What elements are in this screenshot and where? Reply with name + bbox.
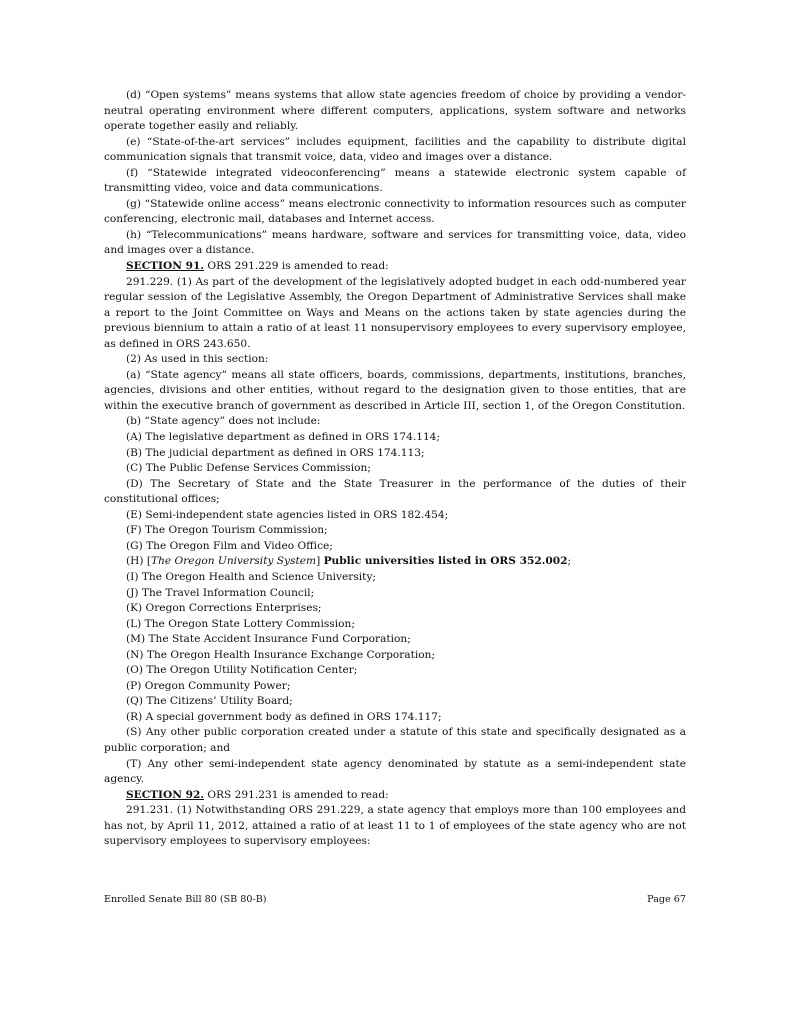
section-92-heading: SECTION 92.	[126, 788, 205, 801]
section-92-paragraph	[104, 788, 686, 804]
list-item-l: (L) The Oregon State Lottery Commission;	[126, 617, 355, 630]
section-91-text: ORS 291.229 is amended to read:	[204, 260, 389, 273]
list-item-t: (T) Any other semi-independent state agency denominated by statute as a semi-independent state agency.	[104, 757, 686, 786]
list-item-o: (O) The Oregon Utility Notification Center;	[126, 664, 358, 677]
list-item-s: (S) Any other public corporation created under a statute of this state and specifically designated as a public corporation; and	[104, 726, 686, 754]
list-item-i: (I) The Oregon Health and Science University;	[126, 570, 376, 583]
list-item-q: (Q) The Citizens’ Utility Board;	[126, 695, 293, 708]
list-item-h-suffix: ;	[567, 555, 572, 568]
ors-291-229-subsection-1: 291.229. (1) As part of the development of the legislatively adopted budget in each odd-numbered year regular session of the Legislative Assembly, the Oregon Department of Administrative Services shall make a report to the Joint Committee on Ways and Means on the actions taken by state agencies during the previous biennium to attain a ratio of at least 11 nonsupervisory employees to every supervisory employee, as defined in ORS 243.650.	[104, 275, 686, 350]
list-item-p: (P) Oregon Community Power;	[126, 679, 291, 692]
subsection-2b: (b) “State agency” does not include:	[126, 415, 321, 428]
list-item-a: (A) The legislative department as defined in ORS 174.114;	[126, 431, 440, 444]
definition-e: (e) “State-of-the-art services” includes equipment, facilities and the capability to distribute digital communication signals that transmit voice, data, video and images over a distance.	[104, 135, 686, 164]
list-item-b: (B) The judicial department as defined in ORS 174.113;	[126, 446, 425, 459]
list-item-c: (C) The Public Defense Services Commission;	[126, 462, 371, 475]
subsection-2a: (a) “State agency” means all state officers, boards, commissions, departments, institutions, branches, agencies, divisions and other entities, without regard to the designation given to those entities, that are within the executive branch of government as described in Article III, section 1, of the Oregon Constitution.	[104, 368, 686, 412]
list-item-m: (M) The State Accident Insurance Fund Corporation;	[126, 633, 411, 646]
definition-g: (g) “Statewide online access” means electronic connectivity to information resources such as computer conferencing, electronic mail, databases and Internet access.	[104, 197, 686, 226]
list-item-d: (D) The Secretary of State and the State Treasurer in the performance of the duties of their constitutional offices;	[104, 477, 686, 506]
page-footer	[104, 893, 686, 907]
list-item-j: (J) The Travel Information Council;	[126, 586, 315, 599]
definition-f: (f) “Statewide integrated videoconferencing” means a statewide electronic system capable of transmitting video, voice and data communications.	[104, 166, 686, 195]
subsection-2: (2) As used in this section:	[126, 353, 269, 366]
list-item-k: (K) Oregon Corrections Enterprises;	[126, 602, 322, 615]
ors-291-231-subsection-1: 291.231. (1) Notwithstanding ORS 291.229, a state agency that employs more than 100 employees and has not, by April 11, 2012, attained a ratio of at least 11 to 1 of employees of the state agency who are not supervisory employees to supervisory employees:	[104, 804, 686, 848]
list-item-h	[104, 554, 686, 570]
list-item-h-mid: ]	[316, 555, 324, 568]
footer-bill-title: Enrolled Senate Bill 80 (SB 80-B)	[104, 894, 267, 905]
list-item-g: (G) The Oregon Film and Video Office;	[126, 539, 333, 552]
definition-d: (d) “Open systems” means systems that allow state agencies freedom of choice by providing a vendor-neutral operating environment where different computers, applications, system software and networks operate together easily and reliably.	[104, 89, 686, 133]
list-item-n: (N) The Oregon Health Insurance Exchange Corporation;	[126, 648, 436, 661]
list-item-r: (R) A special government body as defined in ORS 174.117;	[126, 710, 442, 723]
list-item-h-prefix: (H) [	[126, 555, 152, 568]
definition-h: (h) “Telecommunications” means hardware, software and services for transmitting voice, data, video and images over a distance.	[104, 228, 686, 257]
document-body	[104, 88, 686, 850]
footer-page-number: Page 67	[647, 894, 686, 905]
inserted-text: Public universities listed in ORS 352.002	[323, 555, 568, 568]
section-91-heading: SECTION 91.	[126, 260, 205, 273]
section-91-paragraph	[104, 259, 686, 275]
list-item-e: (E) Semi-independent state agencies listed in ORS 182.454;	[126, 508, 449, 521]
section-92-text: ORS 291.231 is amended to read:	[204, 788, 389, 801]
deleted-text: The Oregon University System	[151, 555, 317, 568]
list-item-f: (F) The Oregon Tourism Commission;	[126, 524, 328, 537]
